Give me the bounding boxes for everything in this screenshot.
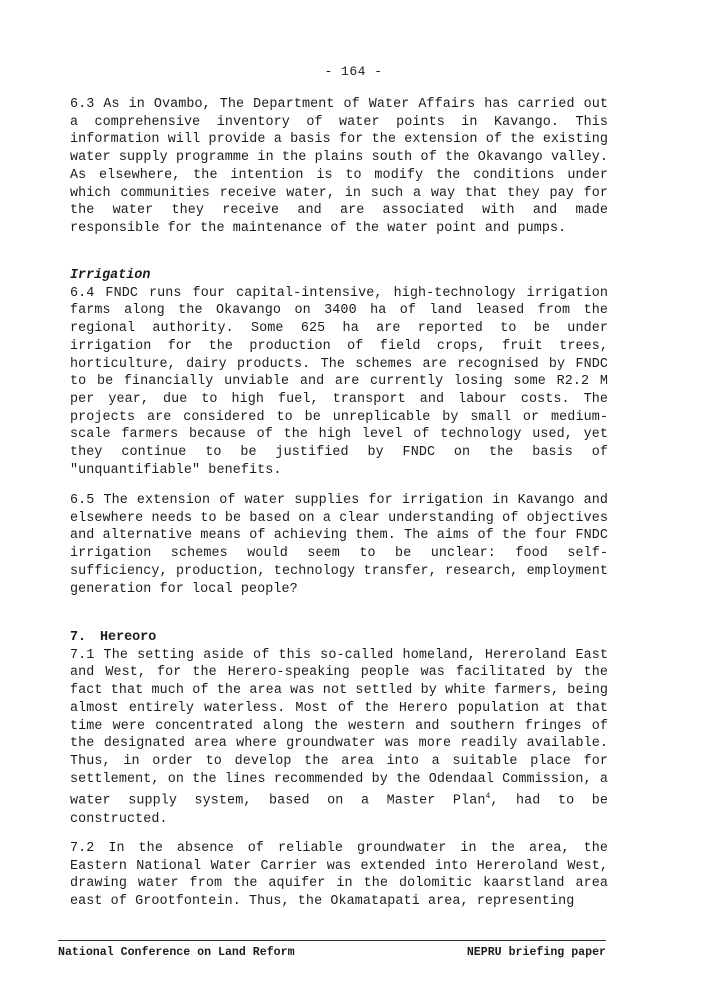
page-number: - 164 -: [324, 64, 383, 79]
paragraph-7-2: 7.2 In the absence of reliable groundwater in the area, the Eastern National Water Carrier was extended into Hereroland West, drawing water from the aquifer in the dolomitic kaarstland area east of Grootfontein. Thus, the Okamatapati area, representing: [70, 841, 608, 910]
irrigation-section: [70, 267, 608, 479]
section-7-title: Hereoro: [100, 630, 157, 645]
footnote-marker: 4: [485, 792, 491, 802]
paragraph-7-1-text: 7.1 The setting aside of this so-called homeland, Hereroland East and West, for the Herero-speaking people was facilitated by the fact that much of the area was not settled by white farmers, being almost entirely waterless. Most of the Herero population at that time were concentrated along the western and southern fringes of the designated area where groundwater was more readily available. Thus, in order to develop the area into a suitable place for settlement, on the lines recommended by the Odendaal Commission, a water supply system, based on a Master Plan: [70, 647, 608, 809]
paragraph-6-3: 6.3 As in Ovambo, The Department of Water Affairs has carried out a comprehensive inventory of water points in Kavango. This information will provide a basis for the extension of the existing water supply programme in the plains south of the Okavango valley. As elsewhere, the intention is to modify the conditions under which communities receive water, in such a way that they pay for the water they receive and are associated with and made responsible for the maintenance of the water point and pumps.: [70, 97, 608, 236]
paragraph-6-3-block: [70, 96, 608, 238]
section-7-number: 7.: [70, 630, 87, 645]
paragraph-6-4: 6.4 FNDC runs four capital-intensive, high-technology irrigation farms along the Okavango on 3400 ha of land leased from the regional authority. Some 625 ha are reported to be under irrigation for the production of field crops, fruit trees, horticulture, dairy products. The schemes are recognised by FNDC to be financially unviable and are currently losing some R2.2 M per year, due to high fuel, transport and labour costs. The projects are considered to be unreplicable by small or medium-scale farmers because of the high level of technology used, yet they continue to be justified by FNDC on the basis of "unquantifiable" benefits.: [70, 285, 608, 478]
section-7: [70, 629, 608, 828]
paragraph-7-1: [70, 647, 608, 829]
paragraph-6-5-block: [70, 492, 608, 598]
paragraph-6-5: 6.5 The extension of water supplies for irrigation in Kavango and elsewhere needs to be based on a clear understanding of objectives and alternative means of achieving them. The aims of the four FNDC irrigation schemes would seem to be unclear: food self-sufficiency, production, technology transfer, research, employment generation for local people?: [70, 493, 608, 597]
paragraph-7-2-block: [70, 840, 608, 911]
page-footer: [58, 946, 606, 959]
paragraph-7-1-text-end: , had to be constructed.: [70, 793, 608, 827]
footer-paper-label: NEPRU briefing paper: [466, 946, 606, 959]
section-heading-irrigation: Irrigation: [70, 268, 151, 283]
footer-conference-title: National Conference on Land Reform: [58, 946, 295, 959]
footer-divider: [58, 940, 606, 941]
section-heading-7: [70, 629, 608, 647]
